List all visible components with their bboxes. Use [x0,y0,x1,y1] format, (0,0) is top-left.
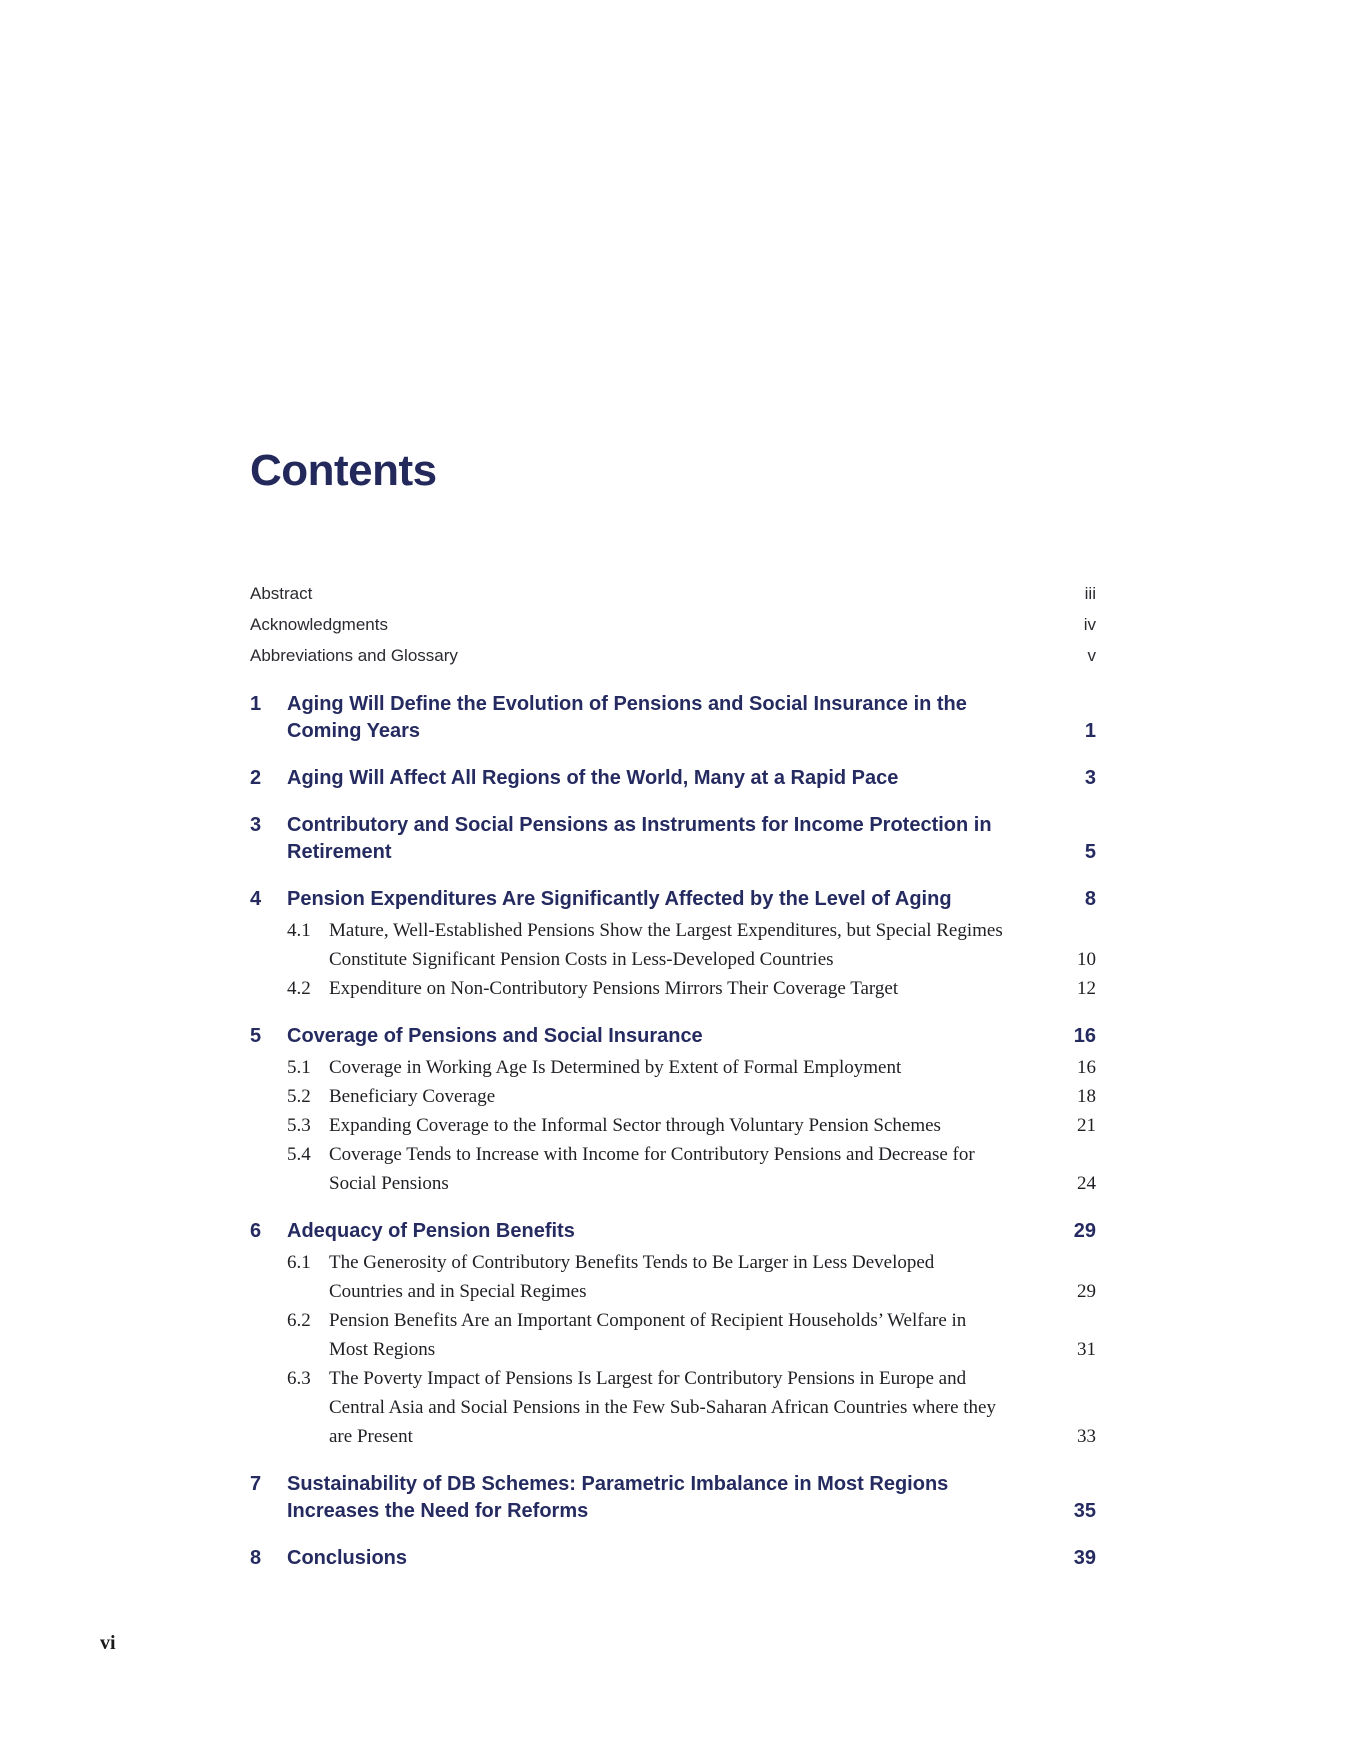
front-matter-page: iii [1084,584,1096,603]
section-title: Expenditure on Non-Contributory Pensions Mirrors Their Coverage Target [329,978,899,999]
section-page: 12 [1077,978,1096,999]
chapter-heading[interactable] [250,1545,1096,1572]
section-number: 5.1 [287,1057,311,1078]
section-page: 16 [1077,1057,1096,1078]
chapter-number: 2 [250,767,262,789]
section-entry[interactable] [250,1082,1096,1111]
section-number: 5.3 [287,1115,311,1136]
section-title: Mature, Well-Established Pensions Show the Largest Expenditures, but Special Regimes Constitute Significant Pension Costs in Less-Developed Countries [329,920,1003,970]
front-matter-page: iv [1083,615,1096,634]
front-matter-item[interactable] [250,578,1096,609]
chapter-heading[interactable] [250,812,1096,866]
front-matter-label: Abbreviations and Glossary [250,646,458,665]
chapter-page: 5 [1084,841,1096,863]
section-number: 6.1 [287,1252,311,1273]
chapter-entry [250,886,1096,1003]
page-number: vi [100,1632,116,1654]
chapter-entry [250,1545,1096,1572]
section-title: Coverage in Working Age Is Determined by Extent of Formal Employment [329,1057,902,1078]
chapter-number: 5 [250,1025,262,1047]
section-page: 21 [1077,1115,1096,1136]
section-title: Expanding Coverage to the Informal Sector through Voluntary Pension Schemes [329,1115,941,1136]
section-title: The Generosity of Contributory Benefits Tends to Be Larger in Less Developed Countries and in Special Regimes [329,1252,935,1302]
section-number: 5.2 [287,1086,311,1107]
chapter-page: 39 [1073,1547,1096,1569]
front-matter-label: Acknowledgments [250,615,388,634]
chapter-entry [250,691,1096,745]
section-page: 24 [1077,1173,1096,1194]
section-page: 29 [1077,1281,1096,1302]
section-number: 5.4 [287,1144,311,1165]
chapter-entry [250,1023,1096,1198]
table-of-contents [250,578,1096,1572]
chapter-heading[interactable] [250,1023,1096,1050]
section-number: 6.3 [287,1368,311,1389]
section-title: Coverage Tends to Increase with Income for Contributory Pensions and Decrease for Social Pensions [329,1144,975,1194]
front-matter-label: Abstract [250,584,313,603]
section-entry[interactable] [250,1140,1096,1198]
section-entry[interactable] [250,1053,1096,1082]
page-title: Contents [250,446,437,495]
chapter-title: Coverage of Pensions and Social Insurance [287,1025,703,1047]
front-matter-item[interactable] [250,640,1096,671]
chapter-title: Sustainability of DB Schemes: Parametric Imbalance in Most Regions Increases the Need for Reforms [287,1473,949,1522]
section-number: 4.1 [287,920,311,941]
chapter-title: Aging Will Define the Evolution of Pensions and Social Insurance in the Coming Years [287,693,967,742]
section-title: The Poverty Impact of Pensions Is Largest for Contributory Pensions in Europe and Central Asia and Social Pensions in the Few Sub-Saharan African Countries where they are Present [329,1368,996,1447]
front-matter-page: v [1087,646,1096,665]
chapter-entry [250,1218,1096,1451]
chapter-page: 8 [1084,888,1096,910]
front-matter-item[interactable] [250,609,1096,640]
chapter-page: 1 [1084,720,1096,742]
section-number: 4.2 [287,978,311,999]
chapter-number: 8 [250,1547,262,1569]
section-number: 6.2 [287,1310,311,1331]
chapter-heading[interactable] [250,886,1096,913]
chapter-title: Aging Will Affect All Regions of the World, Many at a Rapid Pace [287,767,899,789]
chapter-heading[interactable] [250,691,1096,745]
section-page: 10 [1077,949,1096,970]
chapter-number: 4 [250,888,262,910]
chapter-heading[interactable] [250,765,1096,792]
chapter-number: 1 [250,693,262,715]
chapter-title: Conclusions [287,1547,408,1569]
chapter-entry [250,812,1096,866]
section-entry[interactable] [250,1364,1096,1451]
section-page: 18 [1077,1086,1096,1107]
chapter-number: 7 [250,1473,262,1495]
section-entry[interactable] [250,974,1096,1003]
section-title: Pension Benefits Are an Important Component of Recipient Households’ Welfare in Most Regions [329,1310,967,1360]
section-entry[interactable] [250,1306,1096,1364]
section-title: Beneficiary Coverage [329,1086,496,1107]
chapter-title: Adequacy of Pension Benefits [287,1220,575,1242]
chapter-title: Pension Expenditures Are Significantly Affected by the Level of Aging [287,888,952,910]
chapter-entry [250,1471,1096,1525]
section-page: 33 [1077,1426,1096,1447]
chapter-page: 16 [1073,1025,1096,1047]
chapter-heading[interactable] [250,1471,1096,1525]
section-page: 31 [1077,1339,1096,1360]
chapter-number: 3 [250,814,262,836]
section-entry[interactable] [250,916,1096,974]
chapter-page: 3 [1084,767,1096,789]
chapter-page: 35 [1073,1500,1096,1522]
section-entry[interactable] [250,1248,1096,1306]
chapter-page: 29 [1073,1220,1096,1242]
chapter-entry [250,765,1096,792]
chapter-title: Contributory and Social Pensions as Instruments for Income Protection in Retirement [287,814,992,863]
section-entry[interactable] [250,1111,1096,1140]
chapter-number: 6 [250,1220,262,1242]
chapter-heading[interactable] [250,1218,1096,1245]
front-matter-list [250,578,1096,671]
